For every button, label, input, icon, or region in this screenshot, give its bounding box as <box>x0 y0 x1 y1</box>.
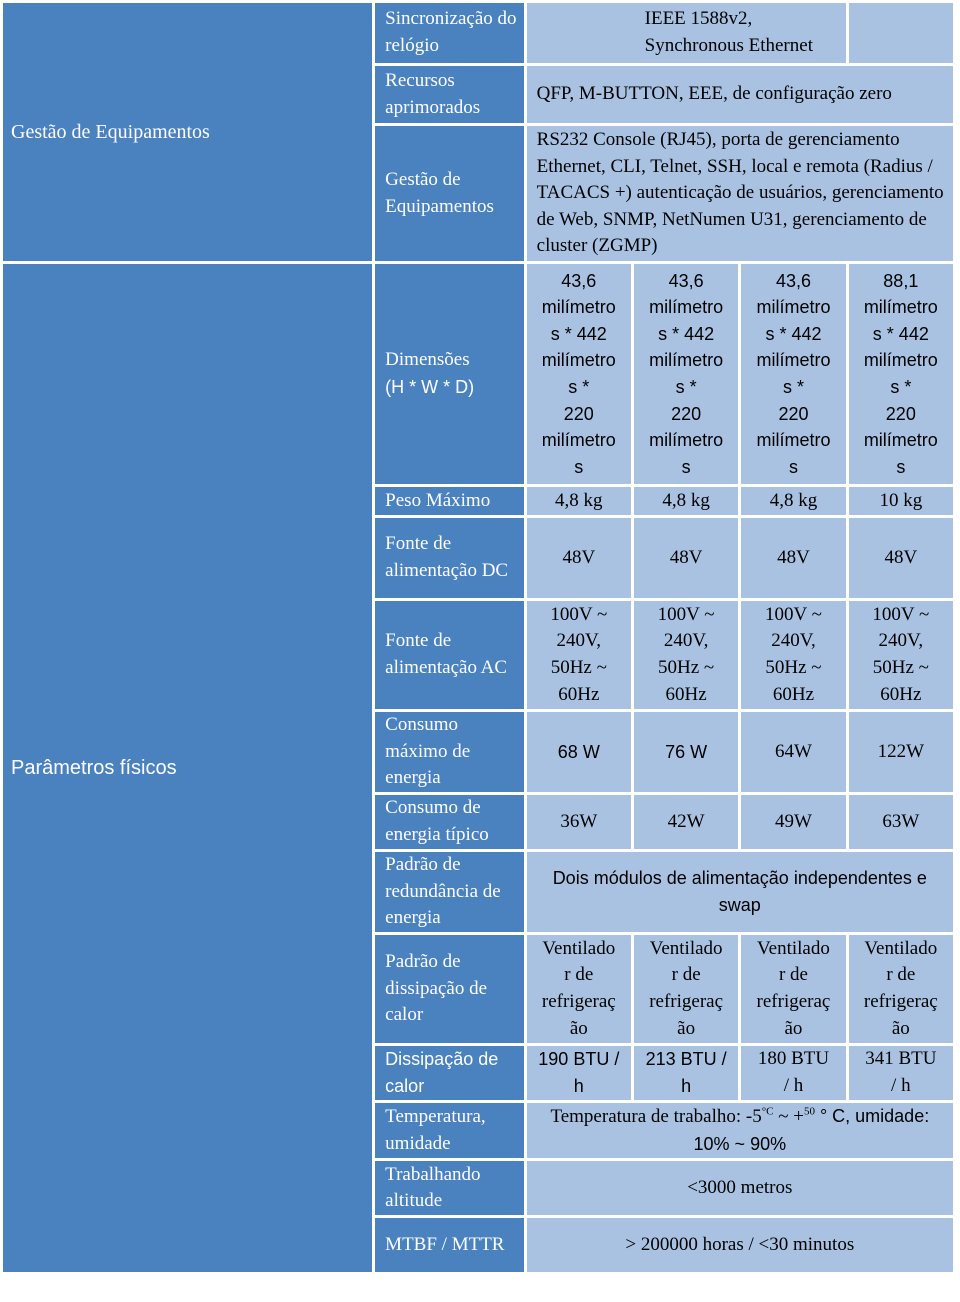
value-ac-power-1: 100V ~ 240V, 50Hz ~ 60Hz <box>527 601 631 709</box>
value-management: RS232 Console (RJ45), porta de gerenciamento Ethernet, CLI, Telnet, SSH, local e remota (Radius / TACACS +) autenticação de usuários, gerenciamento de Web, SNMP, NetNumen U31, gerenciamento de cluster (ZGMP) <box>527 126 953 261</box>
label-typical-power: Consumo de energia típico <box>375 795 523 849</box>
value-dc-power-4: 48V <box>849 518 953 598</box>
value-heat-3: 180 BTU / h <box>741 1046 845 1100</box>
value-altitude: <3000 metros <box>527 1161 953 1215</box>
value-weight-3: 4,8 kg <box>741 487 845 515</box>
value-ac-power-4: 100V ~ 240V, 50Hz ~ 60Hz <box>849 601 953 709</box>
label-mtbf: MTBF / MTTR <box>375 1218 523 1272</box>
value-max-power-4: 122W <box>849 712 953 792</box>
label-dimensions-prefix: Dimensões <box>385 348 470 370</box>
value-dc-power-1: 48V <box>527 518 631 598</box>
row-dimensions <box>3 264 953 484</box>
value-temperature-d: 10% ~ 90% <box>693 1133 787 1154</box>
value-heat-std-2: Ventilado r de refrigeraç ão <box>634 935 738 1043</box>
value-dimensions-1: 43,6 milímetro s * 442 milímetro s * 220 milímetro s <box>527 264 631 484</box>
value-heat-4: 341 BTU / h <box>849 1046 953 1100</box>
value-weight-1: 4,8 kg <box>527 487 631 515</box>
label-clock-sync: Sincronização do relógio <box>375 3 523 63</box>
label-ac-power: Fonte de alimentação AC <box>375 601 523 709</box>
value-heat-std-4: Ventilado r de refrigeraç ão <box>849 935 953 1043</box>
value-heat-std-3: Ventilado r de refrigeraç ão <box>741 935 845 1043</box>
value-dc-power-3: 48V <box>741 518 845 598</box>
value-weight-4: 10 kg <box>849 487 953 515</box>
value-clock-sync: IEEE 1588v2, Synchronous Ethernet <box>644 8 813 56</box>
label-features: Recursos aprimorados <box>375 66 523 123</box>
value-mtbf: > 200000 horas / <30 minutos <box>527 1218 953 1272</box>
value-max-power-3: 64W <box>741 712 845 792</box>
label-max-power: Consumo máximo de energia <box>375 712 523 792</box>
category-equipment: Gestão de Equipamentos <box>3 3 372 261</box>
value-temperature-a: Temperatura de trabalho: -5 <box>550 1106 762 1127</box>
value-heat-2: 213 BTU / h <box>634 1046 738 1100</box>
label-management: Gestão de Equipamentos <box>375 126 523 261</box>
value-dimensions-3: 43,6 milímetro s * 442 milímetro s * 220 milímetro s <box>741 264 845 484</box>
value-typical-power-1: 36W <box>527 795 631 849</box>
label-altitude: Trabalhando altitude <box>375 1161 523 1215</box>
label-temperature: Temperatura, umidade <box>375 1103 523 1158</box>
value-temperature <box>527 1103 953 1158</box>
value-dimensions-4: 88,1 milímetro s * 442 milímetro s * 220 milímetro s <box>849 264 953 484</box>
value-typical-power-4: 63W <box>849 795 953 849</box>
label-dimensions-suffix: (H * W * D) <box>385 376 475 397</box>
value-ac-power-3: 100V ~ 240V, 50Hz ~ 60Hz <box>741 601 845 709</box>
label-heat-std: Padrão de dissipação de calor <box>375 935 523 1043</box>
value-typical-power-2: 42W <box>634 795 738 849</box>
value-clock-sync-blank <box>849 3 953 63</box>
label-weight: Peso Máximo <box>375 487 523 515</box>
value-features: QFP, M-BUTTON, EEE, de configuração zero <box>527 66 953 123</box>
value-max-power-2: 76 W <box>634 712 738 792</box>
value-ac-power-2: 100V ~ 240V, 50Hz ~ 60Hz <box>634 601 738 709</box>
value-dc-power-2: 48V <box>634 518 738 598</box>
value-heat-1: 190 BTU / h <box>527 1046 631 1100</box>
value-temperature-b: ~ + <box>773 1106 804 1127</box>
value-temperature-c: ° C, umidade: <box>814 1106 930 1126</box>
row-clock-sync <box>3 3 953 63</box>
value-heat-std-1: Ventilado r de refrigeraç ão <box>527 935 631 1043</box>
value-temperature-sup-b: 50 <box>803 1105 815 1118</box>
value-weight-2: 4,8 kg <box>634 487 738 515</box>
value-dimensions-2: 43,6 milímetro s * 442 milímetro s * 220 milímetro s <box>634 264 738 484</box>
value-redundancy: Dois módulos de alimentação independentes e swap <box>527 852 953 932</box>
value-max-power-1: 68 W <box>527 712 631 792</box>
label-heat: Dissipação de calor <box>375 1046 523 1100</box>
label-dc-power: Fonte de alimentação DC <box>375 518 523 598</box>
value-temperature-sup-a: °C <box>761 1105 774 1118</box>
category-physical: Parâmetros físicos <box>3 264 372 1272</box>
label-redundancy: Padrão de redundância de energia <box>375 852 523 932</box>
value-typical-power-3: 49W <box>741 795 845 849</box>
